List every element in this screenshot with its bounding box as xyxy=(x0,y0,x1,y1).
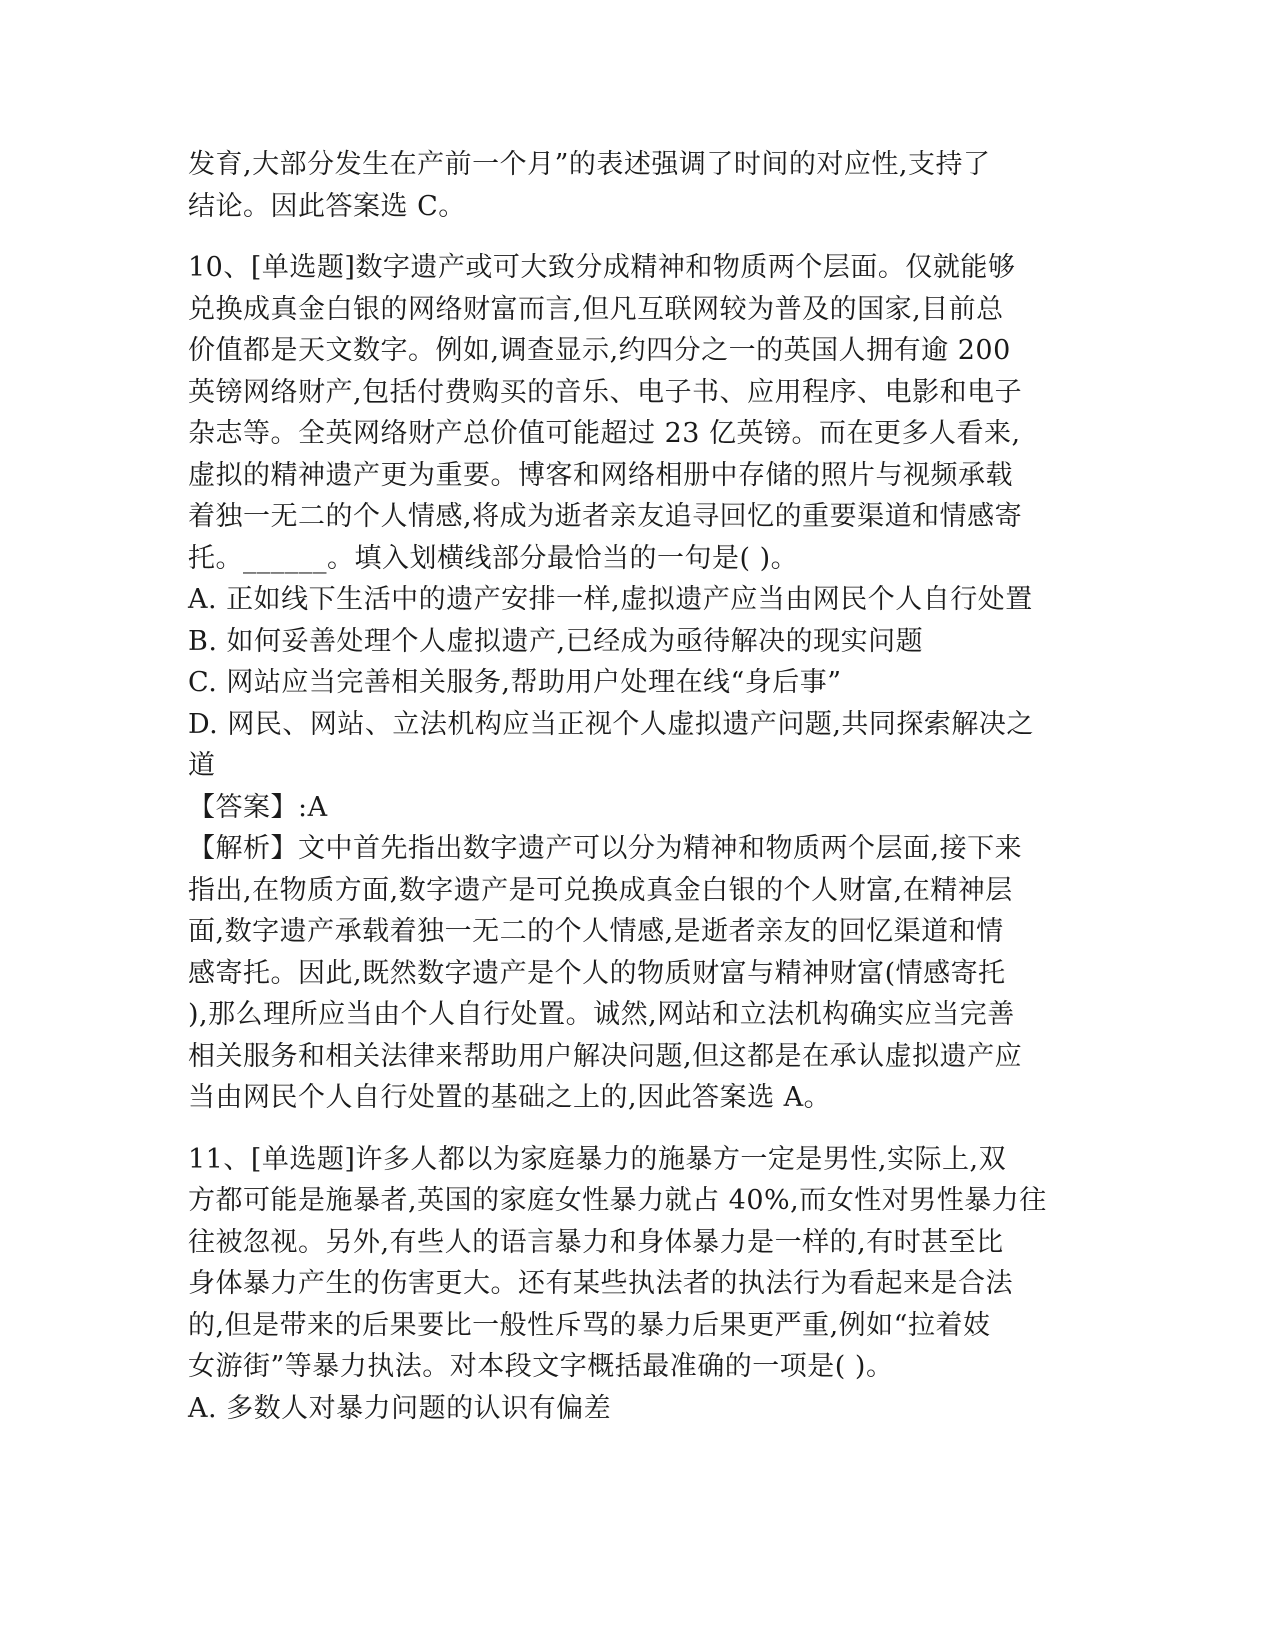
text-line: 往被忽视。另外,有些人的语言暴力和身体暴力是一样的,有时甚至比 xyxy=(188,1226,1004,1258)
question-11-stem xyxy=(188,1139,1088,1388)
text-line: 英镑网络财产,包括付费购买的音乐、电子书、应用程序、电影和电子 xyxy=(188,376,1023,408)
text-line: 着独一无二的个人情感,将成为逝者亲友追寻回忆的重要渠道和情感寄 xyxy=(188,501,1023,532)
text-line: 方都可能是施暴者,英国的家庭女性暴力就占 40%,而女性对男性暴力往 xyxy=(188,1185,1047,1216)
option-b: B. 如何妥善处理个人虚拟遗产,已经成为亟待解决的现实问题 xyxy=(188,625,924,657)
text-line: 面,数字遗产承载着独一无二的个人情感,是逝者亲友的回忆渠道和情 xyxy=(188,916,1004,947)
text-line: 当由网民个人自行处置的基础之上的,因此答案选 A。 xyxy=(188,1082,832,1113)
text-line: 杂志等。全英网络财产总价值可能超过 23 亿英镑。而在更多人看来, xyxy=(188,418,1021,449)
option-a: A. 多数人对暴力问题的认识有偏差 xyxy=(188,1392,612,1424)
text-line: 价值都是天文数字。例如,调查显示,约四分之一的英国人拥有逾 200 xyxy=(188,335,1011,366)
text-line: 女游街”等暴力执法。对本段文字概括最准确的一项是( )。 xyxy=(188,1351,894,1382)
text-line: 10、[单选题]数字遗产或可大致分成精神和物质两个层面。仅就能够 xyxy=(188,252,1016,283)
text-line: ),那么理所应当由个人自行处置。诚然,网站和立法机构确实应当完善 xyxy=(188,999,1015,1030)
question-10-options xyxy=(188,579,1088,787)
question-11 xyxy=(188,1139,1088,1430)
text-line: 11、[单选题]许多人都以为家庭暴力的施暴方一定是男性,实际上,双 xyxy=(188,1143,1007,1175)
option-a: A. 正如线下生活中的遗产安排一样,虚拟遗产应当由网民个人自行处置 xyxy=(188,584,1033,615)
text-line: 的,但是带来的后果要比一般性斥骂的暴力后果更严重,例如“拉着妓 xyxy=(188,1309,991,1341)
text-line: 身体暴力产生的伤害更大。还有某些执法者的执法行为看起来是合法 xyxy=(188,1268,1013,1299)
option-d-continued: 道 xyxy=(188,750,216,781)
analysis xyxy=(188,828,1088,1119)
question-10 xyxy=(188,247,1088,1119)
option-c: C. 网站应当完善相关服务,帮助用户处理在线“身后事” xyxy=(188,667,842,698)
text-line: 结论。因此答案选 C。 xyxy=(188,190,466,222)
text-line: 兑换成真金白银的网络财富而言,但凡互联网较为普及的国家,目前总 xyxy=(188,293,1004,325)
text-line: 发育,大部分发生在产前一个月”的表述强调了时间的对应性,支持了 xyxy=(188,149,991,180)
document-page xyxy=(188,144,1088,1429)
answer-label: 【答案】:A xyxy=(188,791,328,823)
text-line: 指出,在物质方面,数字遗产是可兑换成真金白银的个人财富,在精神层 xyxy=(188,874,1013,906)
question-11-options xyxy=(188,1388,1088,1430)
text-line: 【解析】文中首先指出数字遗产可以分为精神和物质两个层面,接下来 xyxy=(188,833,1023,864)
question-10-stem xyxy=(188,247,1088,579)
previous-analysis-tail xyxy=(188,144,1088,227)
text-line: 托。______。填入划横线部分最恰当的一句是( )。 xyxy=(188,542,799,574)
option-d: D. 网民、网站、立法机构应当正视个人虚拟遗产问题,共同探索解决之 xyxy=(188,708,1034,740)
text-line: 感寄托。因此,既然数字遗产是个人的物质财富与精神财富(情感寄托 xyxy=(188,957,1006,989)
text-line: 虚拟的精神遗产更为重要。博客和网络相册中存储的照片与视频承载 xyxy=(188,459,1013,491)
text-line: 相关服务和相关法律来帮助用户解决问题,但这都是在承认虚拟遗产应 xyxy=(188,1040,1023,1072)
